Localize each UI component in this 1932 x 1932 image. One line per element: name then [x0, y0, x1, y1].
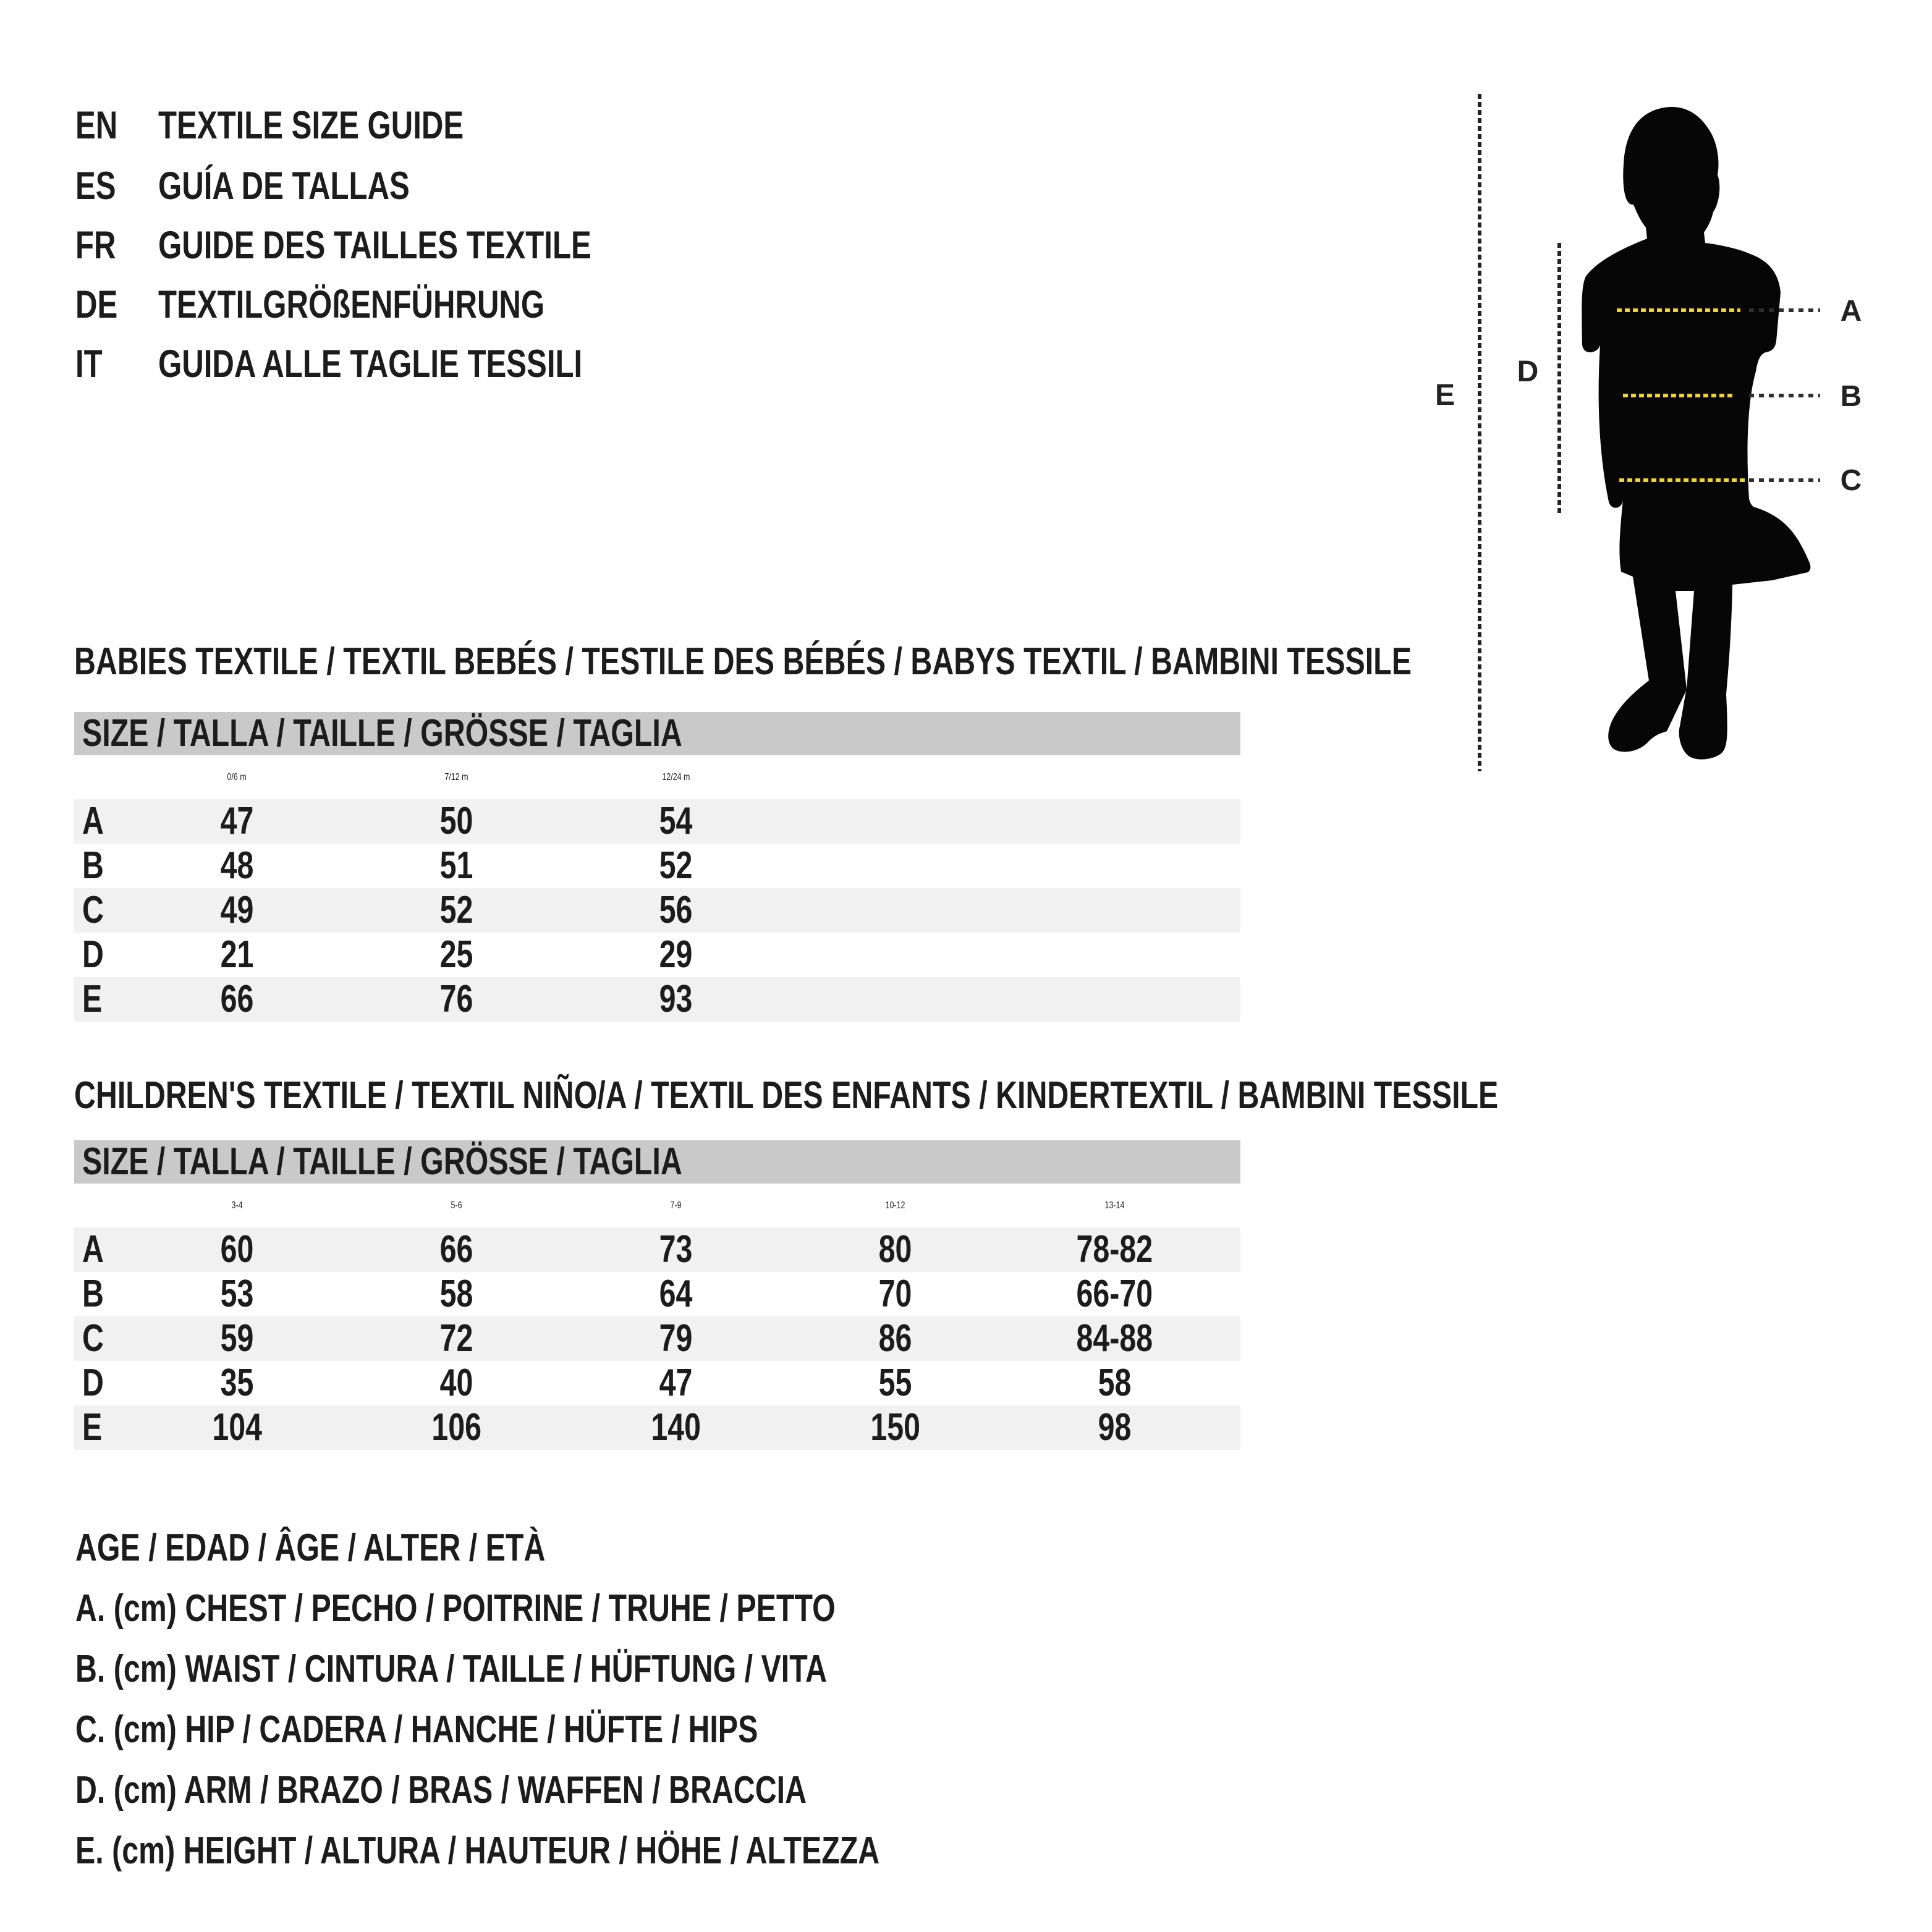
waist-measure-dash-dark	[1749, 394, 1820, 397]
legend-item-chest	[75, 1588, 1050, 1629]
empty-cell	[1224, 1272, 1240, 1316]
row-label-text: A	[82, 1228, 104, 1271]
value-cell	[566, 1405, 786, 1450]
empty-cell	[1005, 933, 1224, 977]
row-label	[74, 933, 127, 977]
row-label	[74, 1316, 127, 1361]
row-label-text: C	[82, 1317, 104, 1360]
babies-col-12-24m-text: 12/24 m	[661, 772, 690, 782]
value-text: 51	[439, 844, 473, 887]
value-cell	[347, 888, 566, 933]
legend-age	[75, 1528, 678, 1569]
empty-cell	[1005, 977, 1224, 1022]
legend-age-text: AGE / EDAD / ÂGE / ALTER / ETÀ	[75, 1527, 546, 1569]
hip-measure-dash-dark	[1749, 478, 1820, 482]
babies-section-title-text: BABIES TEXTILE / TEXTIL BEBÉS / TESTILE DES BÉBÉS / BABYS TEXTIL / BAMBINI TESSILE	[74, 640, 1412, 683]
row-label-text: A	[82, 800, 104, 842]
value-text: 150	[870, 1406, 920, 1449]
babies-size-table	[74, 712, 1240, 1022]
row-label	[74, 1227, 127, 1272]
empty-cell	[786, 933, 1005, 977]
value-text: 56	[659, 889, 693, 931]
lang-code-fr: FR	[75, 224, 116, 267]
empty-cell	[1224, 844, 1240, 888]
measure-label-b: B	[1840, 380, 1862, 413]
value-cell	[1005, 1272, 1224, 1316]
row-label	[74, 1272, 127, 1316]
row-label-text: B	[82, 1273, 104, 1315]
value-cell	[566, 1227, 786, 1272]
row-label-text: E	[82, 978, 103, 1020]
children-col-3-4	[127, 1184, 347, 1227]
row-label-text: B	[82, 844, 104, 887]
value-cell	[347, 977, 566, 1022]
value-text: 47	[220, 800, 254, 842]
value-cell	[786, 1227, 1005, 1272]
lang-code-en: EN	[75, 104, 118, 147]
legend-item-height	[75, 1831, 1106, 1871]
value-cell	[347, 1316, 566, 1361]
value-text: 140	[651, 1406, 701, 1449]
value-text: 66	[220, 978, 254, 1020]
empty-cell	[1224, 1184, 1240, 1227]
value-cell	[347, 1272, 566, 1316]
row-label-text: D	[82, 1362, 104, 1404]
corner-cell	[74, 755, 127, 799]
children-section-title	[74, 1075, 1900, 1116]
babies-section-title	[74, 642, 1789, 682]
value-text: 54	[659, 800, 693, 842]
children-col-10-12	[786, 1184, 1005, 1227]
value-cell	[127, 799, 347, 844]
children-col-5-6	[347, 1184, 566, 1227]
value-cell	[127, 1272, 347, 1316]
children-col-5-6-text: 5-6	[451, 1200, 462, 1211]
value-text: 80	[878, 1228, 912, 1271]
value-cell	[127, 933, 347, 977]
babies-column-header-row	[74, 755, 1240, 799]
row-label-text: C	[82, 889, 104, 931]
hip-measure-dash-yellow	[1619, 478, 1746, 482]
legend-item-arm	[75, 1770, 1013, 1811]
lang-code-it: IT	[75, 342, 103, 386]
value-cell	[566, 888, 786, 933]
empty-cell	[1224, 1361, 1240, 1405]
children-col-7-9-text: 7-9	[670, 1200, 682, 1211]
empty-cell	[1224, 1316, 1240, 1361]
empty-cell	[1224, 888, 1240, 933]
chest-measure-dash-dark	[1749, 308, 1820, 312]
measure-label-c: C	[1840, 464, 1862, 497]
legend-item-height-text: E. (cm) HEIGHT / ALTURA / HAUTEUR / HÖHE / ALTEZZA	[75, 1829, 880, 1872]
children-col-3-4-text: 3-4	[231, 1200, 243, 1211]
value-text: 93	[659, 978, 693, 1020]
row-label	[74, 1405, 127, 1450]
value-cell	[786, 1405, 1005, 1450]
table-row	[74, 1272, 1240, 1316]
empty-cell	[1224, 1405, 1240, 1450]
empty-cell	[1005, 799, 1224, 844]
value-cell	[1005, 1316, 1224, 1361]
lang-title-de: TEXTILGRÖßENFÜHRUNG	[158, 283, 545, 326]
table-row	[74, 977, 1240, 1022]
arm-measure-line-d	[1557, 243, 1561, 516]
table-row	[74, 844, 1240, 888]
children-col-13-14-text: 13-14	[1104, 1200, 1125, 1211]
value-text: 35	[220, 1362, 254, 1404]
value-cell	[1005, 1361, 1224, 1405]
children-size-table	[74, 1140, 1240, 1450]
measure-label-e: E	[1434, 379, 1455, 412]
value-cell	[1005, 1227, 1224, 1272]
value-cell	[566, 1272, 786, 1316]
value-cell	[566, 977, 786, 1022]
empty-cell	[786, 755, 1005, 799]
value-text: 66-70	[1076, 1273, 1153, 1315]
row-label-text: E	[82, 1406, 103, 1449]
value-text: 53	[220, 1273, 254, 1315]
value-text: 55	[878, 1362, 912, 1404]
babies-table-header-text: SIZE / TALLA / TAILLE / GRÖSSE / TAGLIA	[82, 712, 682, 755]
table-row	[74, 1405, 1240, 1450]
waist-measure-dash-yellow	[1623, 394, 1735, 397]
value-cell	[566, 799, 786, 844]
row-label	[74, 799, 127, 844]
table-row	[74, 888, 1240, 933]
value-cell	[347, 799, 566, 844]
value-text: 58	[439, 1273, 473, 1315]
empty-cell	[786, 799, 1005, 844]
value-cell	[127, 1316, 347, 1361]
children-col-10-12-text: 10-12	[885, 1200, 905, 1211]
children-table-header	[74, 1140, 1240, 1184]
legend-item-hip-text: C. (cm) HIP / CADERA / HANCHE / HÜFTE / HIPS	[75, 1708, 758, 1751]
table-row	[74, 1316, 1240, 1361]
empty-cell	[1224, 755, 1240, 799]
empty-cell	[1224, 799, 1240, 844]
value-cell	[566, 1316, 786, 1361]
value-text: 49	[220, 889, 254, 931]
value-cell	[347, 844, 566, 888]
legend-item-hip	[75, 1710, 951, 1750]
lang-title-it: GUIDA ALLE TAGLIE TESSILI	[158, 342, 583, 386]
value-cell	[347, 933, 566, 977]
value-text: 52	[439, 889, 473, 931]
table-row	[74, 933, 1240, 977]
value-text: 40	[439, 1362, 473, 1404]
lang-code-de: DE	[75, 283, 118, 326]
table-row	[74, 1361, 1240, 1405]
legend-item-arm-text: D. (cm) ARM / BRAZO / BRAS / WAFFEN / BRACCIA	[75, 1769, 807, 1811]
value-text: 98	[1098, 1406, 1132, 1449]
value-text: 78-82	[1076, 1228, 1153, 1271]
empty-cell	[786, 888, 1005, 933]
value-text: 50	[439, 800, 473, 842]
lang-title-es: GUÍA DE TALLAS	[158, 164, 410, 208]
value-cell	[347, 1405, 566, 1450]
value-text: 73	[659, 1228, 693, 1271]
value-text: 64	[659, 1273, 693, 1315]
value-text: 104	[212, 1406, 262, 1449]
empty-cell	[1224, 977, 1240, 1022]
row-label-text: D	[82, 933, 104, 976]
value-cell	[786, 1272, 1005, 1316]
babies-table-header	[74, 712, 1240, 755]
empty-cell	[1005, 844, 1224, 888]
legend-item-waist-text: B. (cm) WAIST / CINTURA / TAILLE / HÜFTUNG / VITA	[75, 1648, 828, 1690]
row-label	[74, 844, 127, 888]
measure-label-a: A	[1840, 295, 1862, 328]
value-cell	[566, 1361, 786, 1405]
empty-cell	[1005, 755, 1224, 799]
value-text: 29	[659, 933, 693, 976]
corner-cell	[74, 1184, 127, 1227]
value-text: 58	[1098, 1362, 1132, 1404]
table-row	[74, 1227, 1240, 1272]
lang-code-es: ES	[75, 164, 116, 208]
value-cell	[786, 1316, 1005, 1361]
value-text: 59	[220, 1317, 254, 1360]
value-cell	[127, 1361, 347, 1405]
children-section-title-text: CHILDREN'S TEXTILE / TEXTIL NIÑO/A / TEXTIL DES ENFANTS / KINDERTEXTIL / BAMBINI TESSILE	[74, 1074, 1499, 1117]
value-text: 79	[659, 1317, 693, 1360]
table-row	[74, 799, 1240, 844]
value-cell	[566, 933, 786, 977]
empty-cell	[1005, 888, 1224, 933]
value-text: 60	[220, 1228, 254, 1271]
value-text: 72	[439, 1317, 473, 1360]
value-cell	[347, 1227, 566, 1272]
children-col-7-9	[566, 1184, 786, 1227]
value-cell	[1005, 1405, 1224, 1450]
children-col-13-14	[1005, 1184, 1224, 1227]
babies-col-0-6m	[127, 755, 347, 799]
babies-col-7-12m	[347, 755, 566, 799]
value-cell	[127, 844, 347, 888]
empty-cell	[786, 844, 1005, 888]
children-table-header-text: SIZE / TALLA / TAILLE / GRÖSSE / TAGLIA	[82, 1140, 682, 1183]
lang-title-en: TEXTILE SIZE GUIDE	[158, 104, 464, 147]
value-text: 47	[659, 1362, 693, 1404]
row-label	[74, 888, 127, 933]
legend-item-chest-text: A. (cm) CHEST / PECHO / POITRINE / TRUHE / PETTO	[75, 1587, 836, 1630]
babies-col-0-6m-text: 0/6 m	[227, 772, 247, 782]
value-cell	[566, 844, 786, 888]
value-cell	[127, 1227, 347, 1272]
value-cell	[786, 1361, 1005, 1405]
value-text: 25	[439, 933, 473, 976]
babies-col-7-12m-text: 7/12 m	[444, 772, 468, 782]
row-label	[74, 977, 127, 1022]
value-text: 21	[220, 933, 254, 976]
value-text: 52	[659, 844, 693, 887]
value-text: 106	[431, 1406, 481, 1449]
value-cell	[347, 1361, 566, 1405]
lang-title-fr: GUIDE DES TAILLES TEXTILE	[158, 224, 591, 267]
empty-cell	[786, 977, 1005, 1022]
value-text: 84-88	[1076, 1317, 1153, 1360]
value-cell	[127, 1405, 347, 1450]
chest-measure-dash-yellow	[1617, 308, 1740, 312]
value-cell	[127, 888, 347, 933]
row-label	[74, 1361, 127, 1405]
babies-col-12-24m	[566, 755, 786, 799]
measure-label-d: D	[1517, 355, 1539, 388]
value-cell	[127, 977, 347, 1022]
children-column-header-row	[74, 1184, 1240, 1227]
empty-cell	[1224, 933, 1240, 977]
value-text: 70	[878, 1273, 912, 1315]
legend-item-waist	[75, 1649, 1039, 1690]
value-text: 66	[439, 1228, 473, 1271]
empty-cell	[1224, 1227, 1240, 1272]
value-text: 86	[878, 1317, 912, 1360]
value-text: 76	[439, 978, 473, 1020]
value-text: 48	[220, 844, 254, 887]
